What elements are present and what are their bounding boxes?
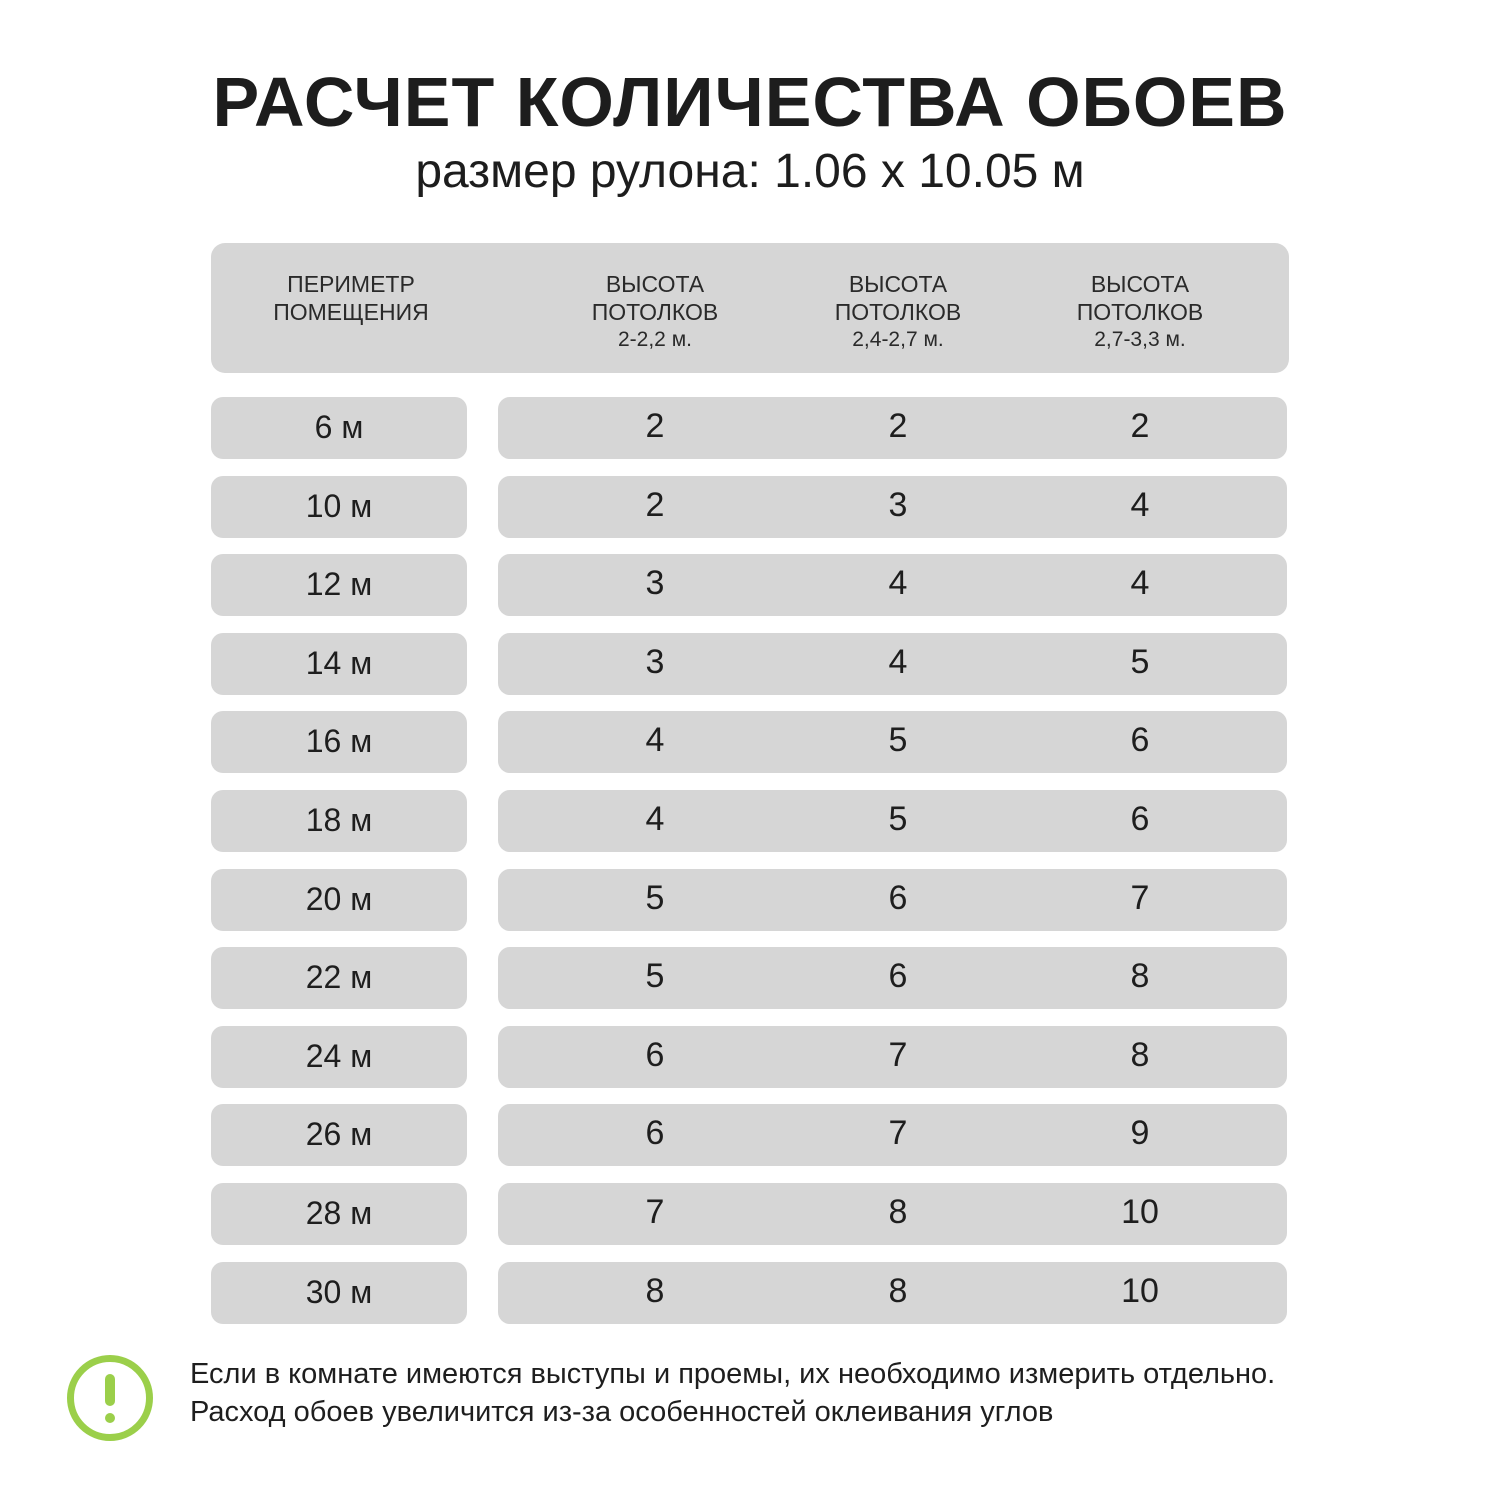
values-cell — [498, 1026, 1287, 1088]
rolls-count-1: 7 — [645, 1193, 665, 1231]
table-header — [211, 243, 1289, 373]
values-cell — [498, 1262, 1287, 1324]
table-row — [0, 633, 1500, 695]
table-row — [0, 476, 1500, 538]
table-row — [0, 554, 1500, 616]
table-row — [0, 711, 1500, 773]
rolls-count-1: 6 — [645, 1036, 665, 1074]
table-row — [0, 397, 1500, 459]
rolls-count-2: 4 — [888, 643, 908, 681]
rolls-count-1: 5 — [645, 957, 665, 995]
rolls-count-1: 8 — [645, 1272, 665, 1310]
perimeter-cell: 14 м — [211, 633, 467, 695]
perimeter-cell: 22 м — [211, 947, 467, 1009]
rolls-count-1: 2 — [645, 407, 665, 445]
rolls-count-2: 7 — [888, 1036, 908, 1074]
rolls-count-1: 4 — [645, 721, 665, 759]
values-cell — [498, 1183, 1287, 1245]
perimeter-cell: 18 м — [211, 790, 467, 852]
header-perimeter: ПЕРИМЕТР ПОМЕЩЕНИЯ — [273, 271, 429, 325]
table-row — [0, 1262, 1500, 1324]
rolls-count-3: 7 — [1130, 879, 1150, 917]
rolls-count-2: 6 — [888, 879, 908, 917]
rolls-count-2: 8 — [888, 1193, 908, 1231]
rolls-count-3: 2 — [1130, 407, 1150, 445]
values-cell — [498, 711, 1287, 773]
exclamation-circle-icon — [67, 1355, 153, 1441]
values-cell — [498, 947, 1287, 1009]
rolls-count-3: 9 — [1130, 1114, 1150, 1152]
rolls-count-3: 10 — [1121, 1193, 1159, 1231]
rolls-count-3: 8 — [1130, 1036, 1150, 1074]
header-column-3-range: 2,7-3,3 м. — [1094, 328, 1186, 351]
values-cell — [498, 1104, 1287, 1166]
header-column-2 — [798, 270, 998, 354]
rolls-count-3: 4 — [1130, 486, 1150, 524]
header-column-1-label: ВЫСОТА ПОТОЛКОВ — [591, 271, 719, 325]
page-subtitle: размер рулона: 1.06 х 10.05 м — [415, 145, 1085, 198]
header-column-3-label: ВЫСОТА ПОТОЛКОВ — [1076, 271, 1204, 325]
values-cell — [498, 633, 1287, 695]
perimeter-cell: 28 м — [211, 1183, 467, 1245]
perimeter-cell: 10 м — [211, 476, 467, 538]
table-row — [0, 1026, 1500, 1088]
values-cell — [498, 869, 1287, 931]
header-column-2-label: ВЫСОТА ПОТОЛКОВ — [834, 271, 962, 325]
perimeter-cell: 16 м — [211, 711, 467, 773]
header-column-3 — [1040, 270, 1240, 354]
note-text — [190, 1355, 1470, 1431]
table-row — [0, 869, 1500, 931]
rolls-count-1: 6 — [645, 1114, 665, 1152]
rolls-count-2: 8 — [888, 1272, 908, 1310]
rolls-count-2: 6 — [888, 957, 908, 995]
rolls-count-3: 6 — [1130, 721, 1150, 759]
perimeter-cell: 12 м — [211, 554, 467, 616]
values-cell — [498, 554, 1287, 616]
rolls-count-1: 3 — [645, 564, 665, 602]
note-line-2: Расход обоев увеличится из-за особенностей оклеивания углов — [190, 1396, 1054, 1428]
rolls-count-2: 7 — [888, 1114, 908, 1152]
perimeter-cell: 6 м — [211, 397, 467, 459]
table-row — [0, 947, 1500, 1009]
header-column-1-range: 2-2,2 м. — [618, 328, 692, 351]
rolls-count-3: 5 — [1130, 643, 1150, 681]
rolls-count-2: 5 — [888, 800, 908, 838]
table-row — [0, 790, 1500, 852]
rolls-count-3: 10 — [1121, 1272, 1159, 1310]
rolls-count-1: 4 — [645, 800, 665, 838]
page-title: РАСЧЕТ КОЛИЧЕСТВА ОБОЕВ — [212, 63, 1288, 141]
rolls-count-2: 5 — [888, 721, 908, 759]
perimeter-cell: 30 м — [211, 1262, 467, 1324]
rolls-count-3: 8 — [1130, 957, 1150, 995]
rolls-count-3: 4 — [1130, 564, 1150, 602]
values-cell — [498, 397, 1287, 459]
rolls-count-3: 6 — [1130, 800, 1150, 838]
perimeter-cell: 24 м — [211, 1026, 467, 1088]
rolls-count-2: 2 — [888, 407, 908, 445]
table-row — [0, 1183, 1500, 1245]
rolls-count-2: 3 — [888, 486, 908, 524]
rolls-count-1: 3 — [645, 643, 665, 681]
header-column-2-range: 2,4-2,7 м. — [852, 328, 944, 351]
rolls-count-1: 2 — [645, 486, 665, 524]
values-cell — [498, 790, 1287, 852]
rolls-count-1: 5 — [645, 879, 665, 917]
rolls-count-2: 4 — [888, 564, 908, 602]
values-cell — [498, 476, 1287, 538]
perimeter-cell: 20 м — [211, 869, 467, 931]
table-row — [0, 1104, 1500, 1166]
note-line-1: Если в комнате имеются выступы и проемы, их необходимо измерить отдельно. — [190, 1358, 1276, 1390]
perimeter-cell: 26 м — [211, 1104, 467, 1166]
header-column-1 — [555, 270, 755, 354]
